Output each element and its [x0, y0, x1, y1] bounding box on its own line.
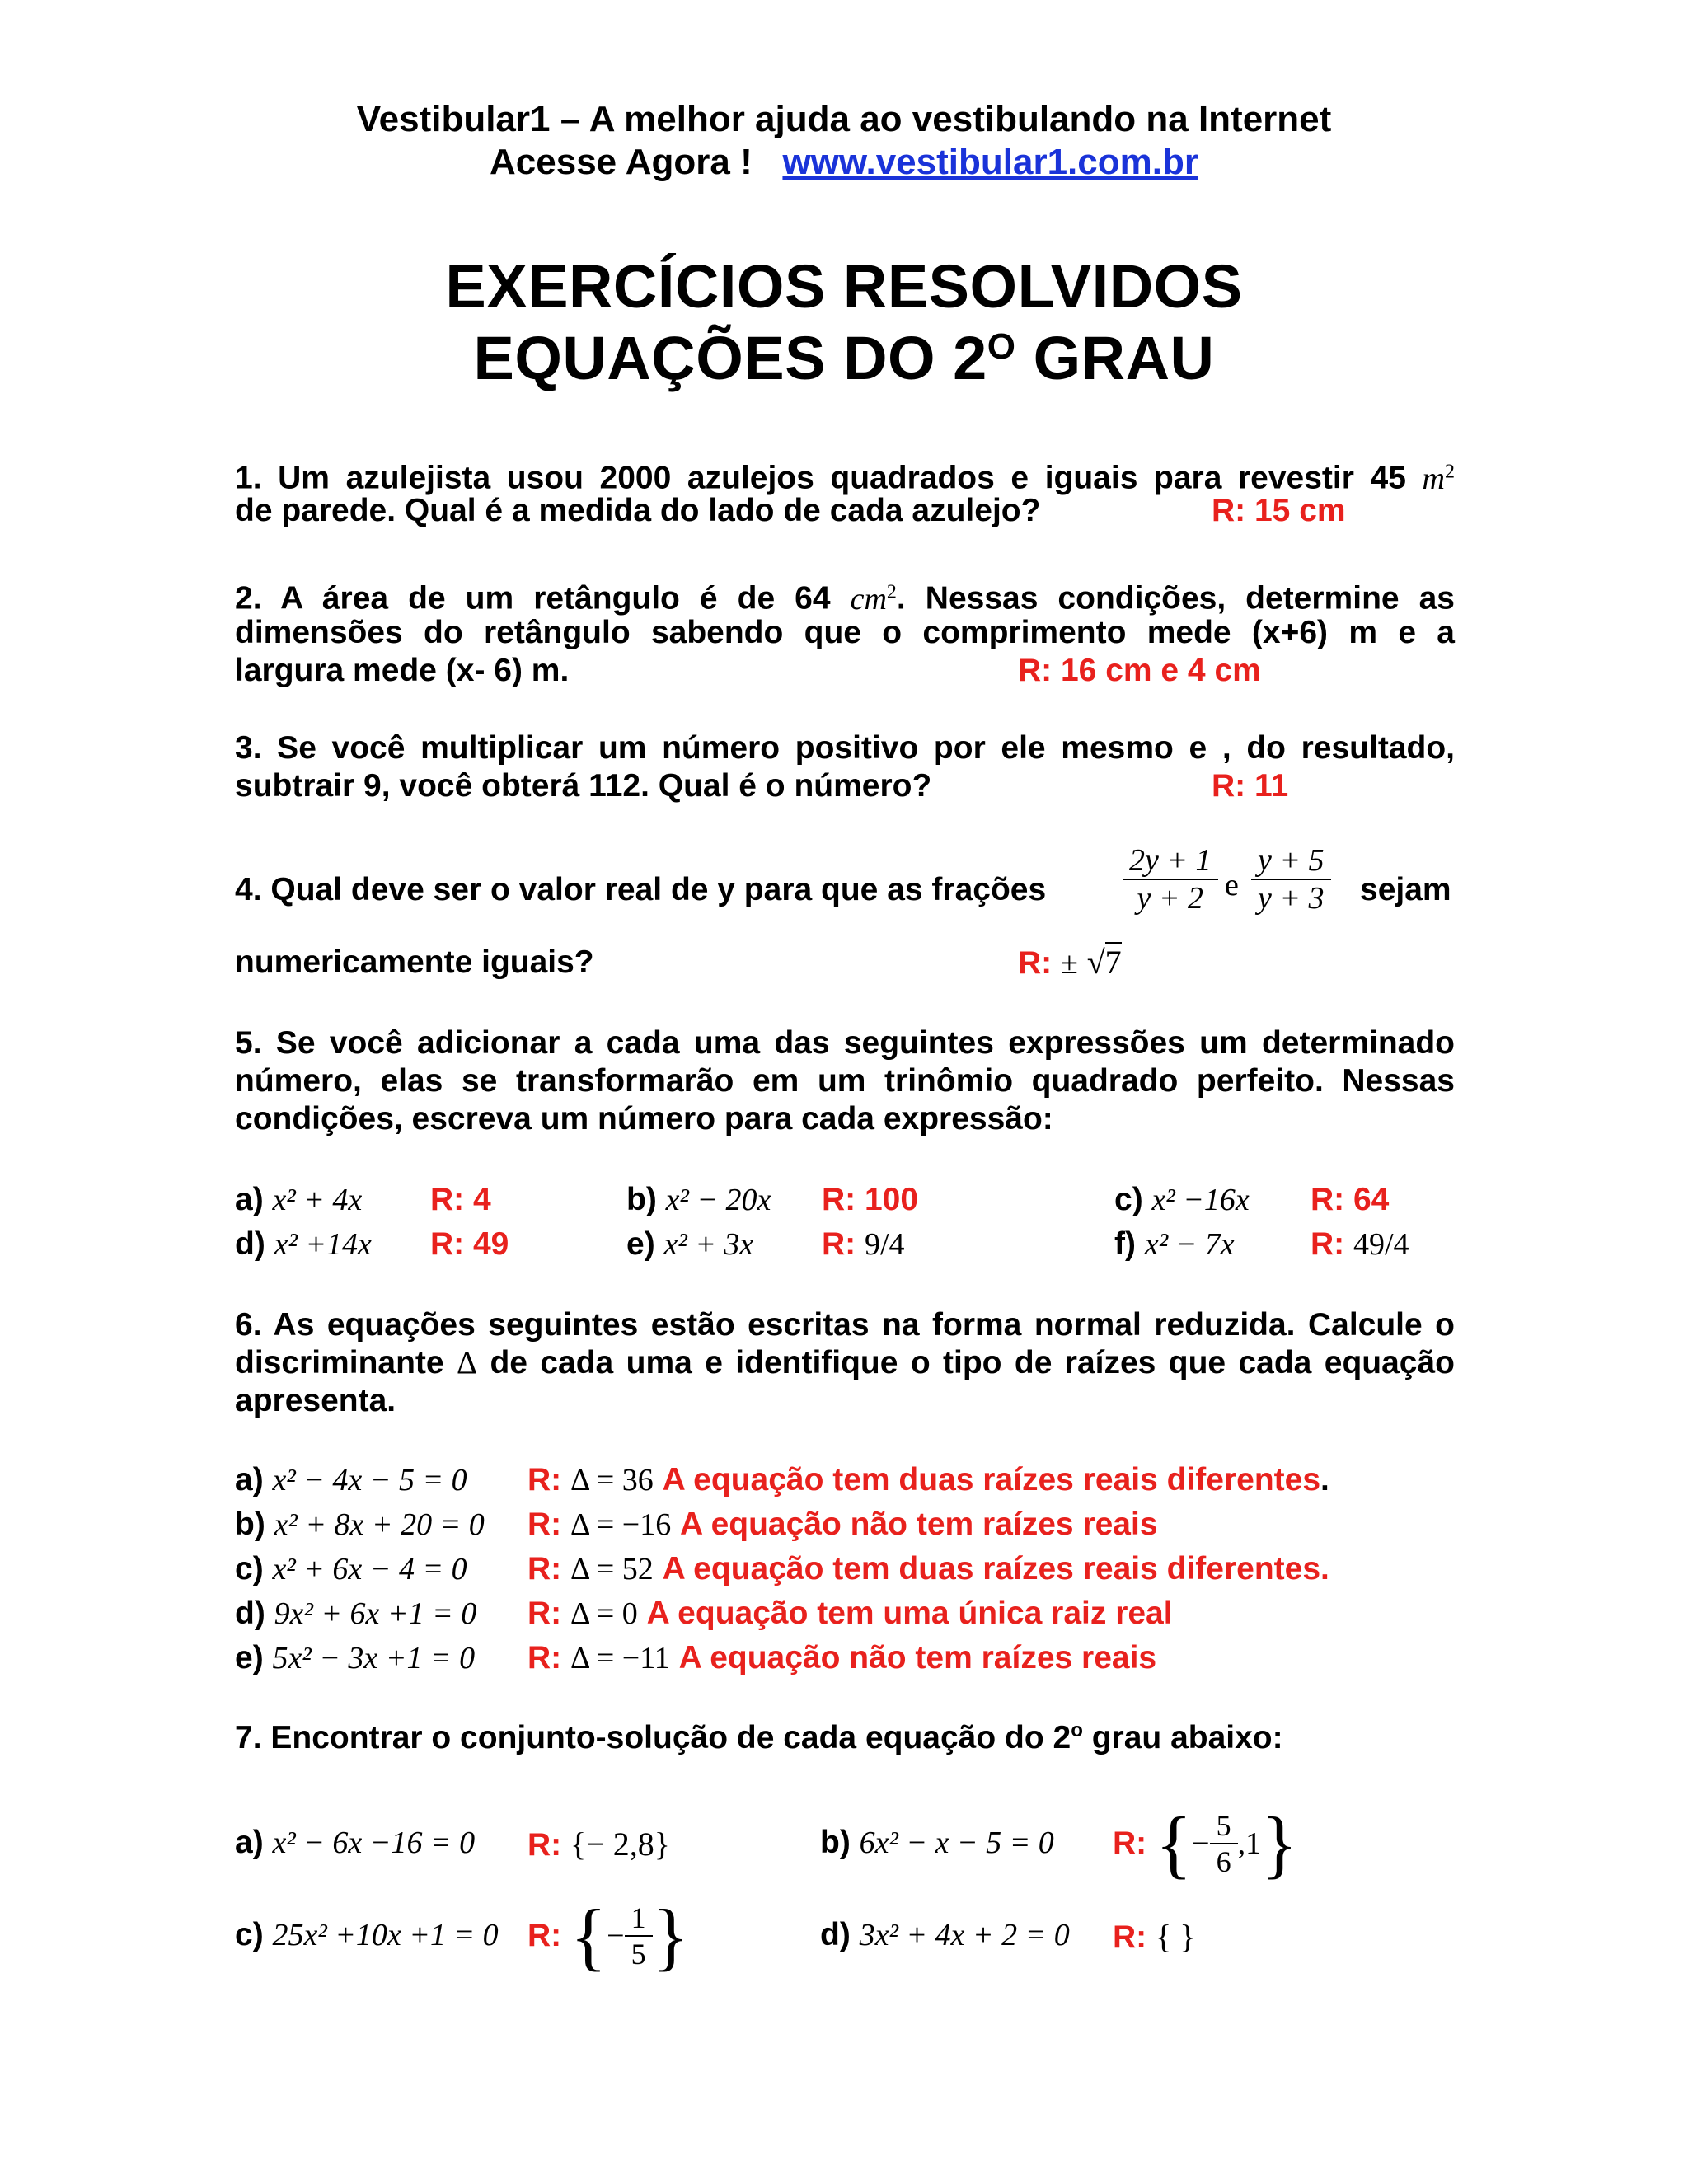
subtitle-grau: GRAU — [1033, 324, 1215, 392]
q4-conjunction: e — [1225, 868, 1239, 902]
q5-answer-a: R: 4 — [430, 1182, 491, 1217]
q1-unit: $m^2$ — [1422, 461, 1455, 496]
question-5-line1: 5. Se você adicionar a cada uma das seguintes expressões um determinado — [235, 1025, 1455, 1061]
site-header-line2 — [0, 142, 1688, 183]
q5-item-a: a) x² + 4x — [235, 1182, 363, 1217]
q4-fraction-2: $\frac{y + 5}{y + 3}$ — [1251, 842, 1331, 916]
site-header-line1: Vestibular1 – A melhor ajuda ao vestibulando na Internet — [356, 99, 1332, 139]
question-1-line2: de parede. Qual é a medida do lado de cada azulejo? — [235, 493, 1041, 528]
subtitle-text: EQUAÇÕES DO 2 — [473, 324, 987, 392]
q6-answer-a: R: Δ = 36 A equação tem duas raízes reais diferentes. — [528, 1462, 1329, 1497]
question-5-line2: número, elas se transformarão em um trinômio quadrado perfeito. Nessas — [235, 1063, 1455, 1099]
q7-answer-d: R: { } — [1113, 1918, 1196, 1955]
q6-item-d: d) 9x² + 6x +1 = 0 — [235, 1596, 477, 1631]
q6-answer-e: R: Δ = −11 A equação não tem raízes reais — [528, 1640, 1157, 1675]
q5-answer-b: R: 100 — [822, 1182, 919, 1217]
q1-answer: R: 15 cm — [1212, 493, 1346, 528]
question-3-line2: subtrair 9, você obterá 112. Qual é o número? — [235, 768, 932, 804]
q7-answer-b: R: {− $\frac{5}{6}$ ,1} — [1113, 1802, 1298, 1886]
q7-answer-c: R: {− $\frac{1}{5}$ } — [528, 1894, 689, 1978]
page-subtitle — [0, 323, 1688, 393]
q6-answer-b: R: Δ = −16 A equação não tem raízes reais — [528, 1507, 1158, 1542]
q5-item-d: d) x² +14x — [235, 1226, 372, 1262]
q5-item-c: c) x² −16x — [1114, 1182, 1250, 1217]
site-link[interactable]: www.vestibular1.com.br — [782, 142, 1198, 182]
question-1-line1 — [235, 452, 1455, 499]
question-5-line3: condições, escreva um número para cada expressão: — [235, 1101, 1053, 1137]
question-4-text: 4. Qual deve ser o valor real de y para que as frações — [235, 872, 1047, 907]
question-2-line1 — [235, 572, 1455, 619]
q1-text: 1. Um azulejista usou 2000 azulejos quadrados e iguais para revestir 45 — [235, 460, 1406, 496]
page-title: EXERCÍCIOS RESOLVIDOS — [445, 252, 1243, 321]
q7-item-d: d) 3x² + 4x + 2 = 0 — [820, 1917, 1070, 1952]
question-6-line3: apresenta. — [235, 1383, 396, 1418]
q2-text-b: . Nessas condições, determine as — [896, 580, 1455, 616]
subtitle-superscript: O — [987, 326, 1016, 367]
q7-answer-a: R: {− 2,8} — [528, 1825, 670, 1863]
q2-answer: R: 16 cm e 4 cm — [1018, 653, 1261, 688]
q7-item-c: c) 25x² +10x +1 = 0 — [235, 1917, 499, 1952]
q6-answer-d: R: Δ = 0 A equação tem uma única raiz real — [528, 1596, 1173, 1631]
question-3-line1: 3. Se você multiplicar um número positivo por ele mesmo e , do resultado, — [235, 730, 1455, 766]
q5-item-e: e) x² + 3x — [626, 1226, 754, 1262]
q4-tail: sejam — [1360, 872, 1451, 907]
q6-item-b: b) x² + 8x + 20 = 0 — [235, 1507, 485, 1542]
question-6-line1: 6. As equações seguintes estão escritas na forma normal reduzida. Calcule o — [235, 1307, 1455, 1343]
q5-answer-e: R: 9/4 — [822, 1226, 905, 1262]
q6-item-c: c) x² + 6x − 4 = 0 — [235, 1551, 467, 1586]
q2-text-a: 2. A área de um retângulo é de 64 — [235, 580, 831, 616]
q6-item-a: a) x² − 4x − 5 = 0 — [235, 1462, 467, 1497]
q7-item-a: a) x² − 6x −16 = 0 — [235, 1825, 476, 1860]
q5-item-b: b) x² − 20x — [626, 1182, 771, 1217]
q3-answer: R: 11 — [1212, 768, 1289, 804]
question-2-line2: dimensões do retângulo sabendo que o comprimento mede (x+6) m e a — [235, 615, 1455, 650]
q5-answer-d: R: 49 — [430, 1226, 509, 1262]
q2-unit: $cm^2$ — [850, 581, 897, 616]
q4-fraction-1: $\frac{2y + 1}{y + 2}$ — [1123, 842, 1218, 916]
q4-answer: R: ± √7 — [1018, 944, 1122, 981]
delta-symbol: Δ — [456, 1345, 478, 1380]
access-now-text: Acesse Agora ! — [490, 142, 753, 182]
q5-answer-c: R: 64 — [1311, 1182, 1390, 1217]
question-4-line2: numericamente iguais? — [235, 944, 594, 980]
question-6-line2: discriminante Δ de cada uma e identifique o tipo de raízes que cada equação — [235, 1345, 1455, 1380]
q7-item-b: b) 6x² − x − 5 = 0 — [820, 1825, 1054, 1860]
question-7-text: 7. Encontrar o conjunto-solução de cada equação do 2$^o$ grau abaixo: — [235, 1719, 1283, 1755]
q6-item-e: e) 5x² − 3x +1 = 0 — [235, 1640, 476, 1675]
q6-answer-c: R: Δ = 52 A equação tem duas raízes reais diferentes. — [528, 1551, 1329, 1586]
q5-item-f: f) x² − 7x — [1114, 1226, 1235, 1262]
question-2-line3: largura mede (x- 6) m. — [235, 653, 570, 688]
q5-answer-f: R: 49/4 — [1311, 1226, 1409, 1262]
